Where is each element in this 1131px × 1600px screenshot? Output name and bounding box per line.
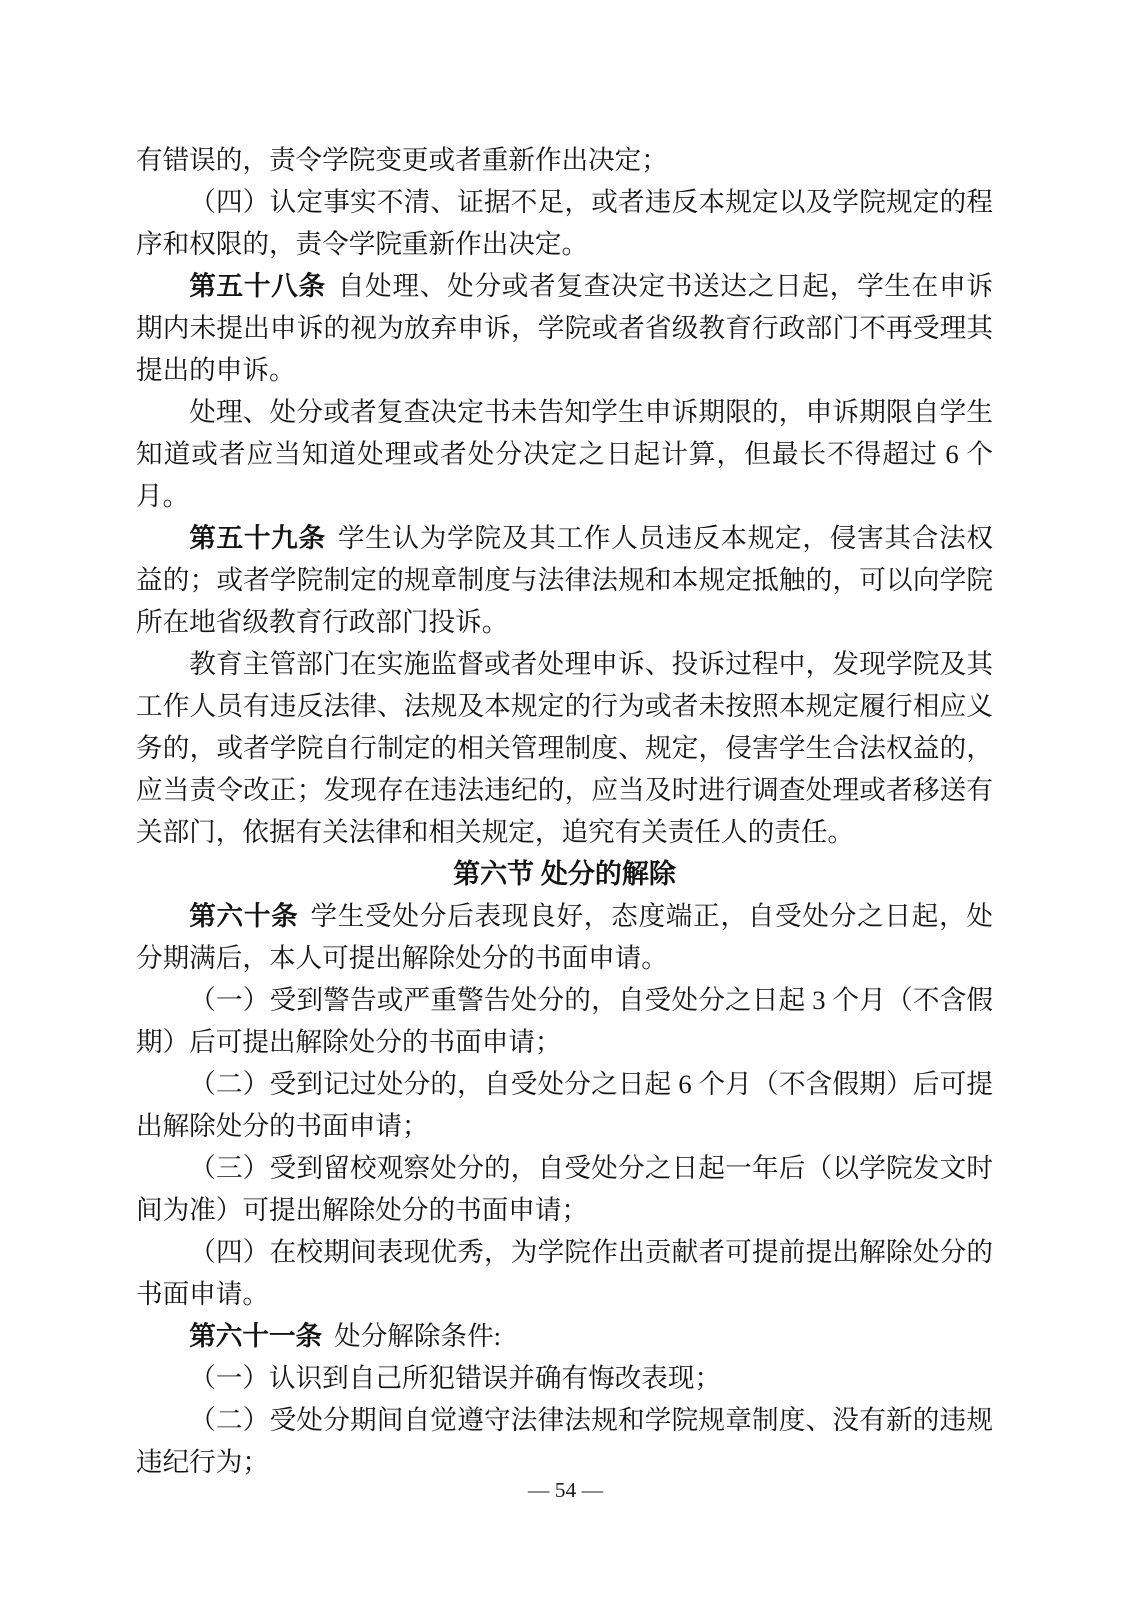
body-paragraph: （二）受处分期间自觉遵守法律法规和学院规章制度、没有新的违规违纪行为； (136, 1405, 993, 1477)
body-paragraph: （一）受到警告或严重警告处分的，自受处分之日起 3 个月（不含假期）后可提出解除处分的书面申请； (136, 985, 993, 1057)
page-footer (0, 1477, 1131, 1503)
section-heading: 第六节 处分的解除 (453, 859, 676, 889)
article-paragraph: 第五十九条 学生认为学院及其工作人员违反本规定，侵害其合法权益的；或者学院制定的规章制度与法律法规和本规定抵触的，可以向学院所在地省级教育行政部门投诉。 (136, 523, 994, 637)
article-paragraph: 第五十八条 自处理、处分或者复查决定书送达之日起，学生在申诉期内未提出申诉的视为放弃申诉，学院或者省级教育行政部门不再受理其提出的申诉。 (136, 271, 994, 385)
body-paragraph: 处理、处分或者复查决定书未告知学生申诉期限的，申诉期限自学生知道或者应当知道处理或者处分决定之日起计算，但最长不得超过 6 个月。 (136, 397, 993, 511)
article-number: 第六十条 (189, 901, 299, 931)
article-number: 第六十一条 (189, 1321, 323, 1351)
page-number: — 54 — (527, 1478, 604, 1502)
article-number: 第五十八条 (189, 271, 326, 301)
body-paragraph: （三）受到留校观察处分的，自受处分之日起一年后（以学院发文时间为准）可提出解除处分的书面申请； (136, 1153, 993, 1225)
article-paragraph: 第六十一条 处分解除条件: (189, 1321, 502, 1351)
body-paragraph: 教育主管部门在实施监督或者处理申诉、投诉过程中，发现学院及其工作人员有违反法律、法规及本规定的行为或者未按照本规定履行相应义务的，或者学院自行制定的相关管理制度、规定，侵害学生合法权益的，应当责令改正；发现存在违法违纪的，应当及时进行调查处理或者移送有关部门，依据有关法律和相关规定，追究有关责任人的责任。 (136, 649, 993, 847)
body-paragraph: （四）认定事实不清、证据不足，或者违反本规定以及学院规定的程序和权限的，责令学院重新作出决定。 (136, 187, 993, 259)
body-paragraph: 有错误的，责令学院变更或者重新作出决定； (136, 145, 668, 175)
article-paragraph: 第六十条 学生受处分后表现良好，态度端正，自受处分之日起，处分期满后，本人可提出解除处分的书面申请。 (136, 901, 994, 973)
article-number: 第五十九条 (189, 523, 326, 553)
document-body (136, 139, 993, 1483)
body-paragraph: （二）受到记过处分的，自受处分之日起 6 个月（不含假期）后可提出解除处分的书面申请； (136, 1069, 993, 1141)
body-paragraph: （一）认识到自己所犯错误并确有悔改表现； (189, 1363, 722, 1393)
body-paragraph: （四）在校期间表现优秀，为学院作出贡献者可提前提出解除处分的书面申请。 (136, 1237, 993, 1309)
